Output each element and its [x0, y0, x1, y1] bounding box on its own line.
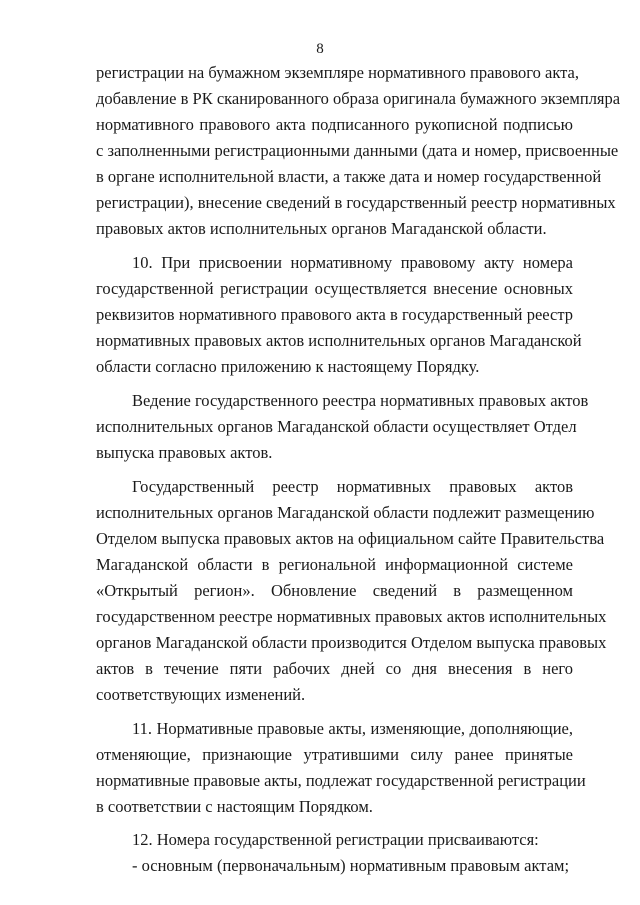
text-line: с заполненными регистрационными данными (дата и номер, присвоенные	[96, 141, 619, 160]
text-line: в органе исполнительной власти, а также дата и номер государственной	[96, 167, 602, 186]
text-line: в соответствии с настоящим Порядком.	[96, 797, 373, 816]
text-line: Магаданской области в региональной информационной системе	[96, 555, 573, 574]
text-line: Государственный реестр нормативных правовых актов	[132, 477, 573, 496]
text-line: отменяющие, признающие утратившими силу ранее принятые	[96, 745, 573, 764]
text-line: Отделом выпуска правовых актов на официальном сайте Правительства	[96, 529, 605, 548]
page-number: 8	[316, 41, 324, 57]
text-line: выпуска правовых актов.	[96, 443, 273, 462]
text-line: правовых актов исполнительных органов Магаданской области.	[96, 219, 547, 238]
text-line: государственном реестре нормативных правовых актов исполнительных	[96, 607, 607, 626]
text-line: регистрации на бумажном экземпляре нормативного правового акта,	[96, 63, 579, 82]
text-line: исполнительных органов Магаданской области осуществляет Отдел	[96, 417, 577, 436]
text-line: «Открытый регион». Обновление сведений в размещенном	[96, 581, 573, 600]
text-line: исполнительных органов Магаданской области подлежит размещению	[96, 503, 595, 522]
text-line: государственной регистрации осуществляется внесение основных	[96, 279, 573, 298]
text-line: актов в течение пяти рабочих дней со дня внесения в него	[96, 659, 573, 678]
text-line: добавление в РК сканированного образа оригинала бумажного экземпляра	[96, 89, 621, 108]
text-line: регистрации), внесение сведений в государственный реестр нормативных	[96, 193, 616, 212]
text-line: нормативные правовые акты, подлежат государственной регистрации	[96, 771, 586, 790]
text-line: 10. При присвоении нормативному правовому акту номера	[132, 253, 573, 272]
text-line: нормативных правовых актов исполнительных органов Магаданской	[96, 331, 582, 350]
text-line: нормативного правового акта подписанного рукописной подписью	[96, 115, 573, 134]
text-line: области согласно приложению к настоящему Порядку.	[96, 357, 480, 376]
text-line: 11. Нормативные правовые акты, изменяющие, дополняющие,	[132, 719, 573, 738]
text-line: реквизитов нормативного правового акта в государственный реестр	[96, 305, 573, 324]
text-line: органов Магаданской области производится Отделом выпуска правовых	[96, 633, 607, 652]
text-line: 12. Номера государственной регистрации присваиваются:	[132, 830, 539, 849]
text-line: Ведение государственного реестра нормативных правовых актов	[132, 391, 589, 410]
text-line: - основным (первоначальным) нормативным правовым актам;	[132, 856, 570, 875]
text-line: соответствующих изменений.	[96, 685, 306, 704]
